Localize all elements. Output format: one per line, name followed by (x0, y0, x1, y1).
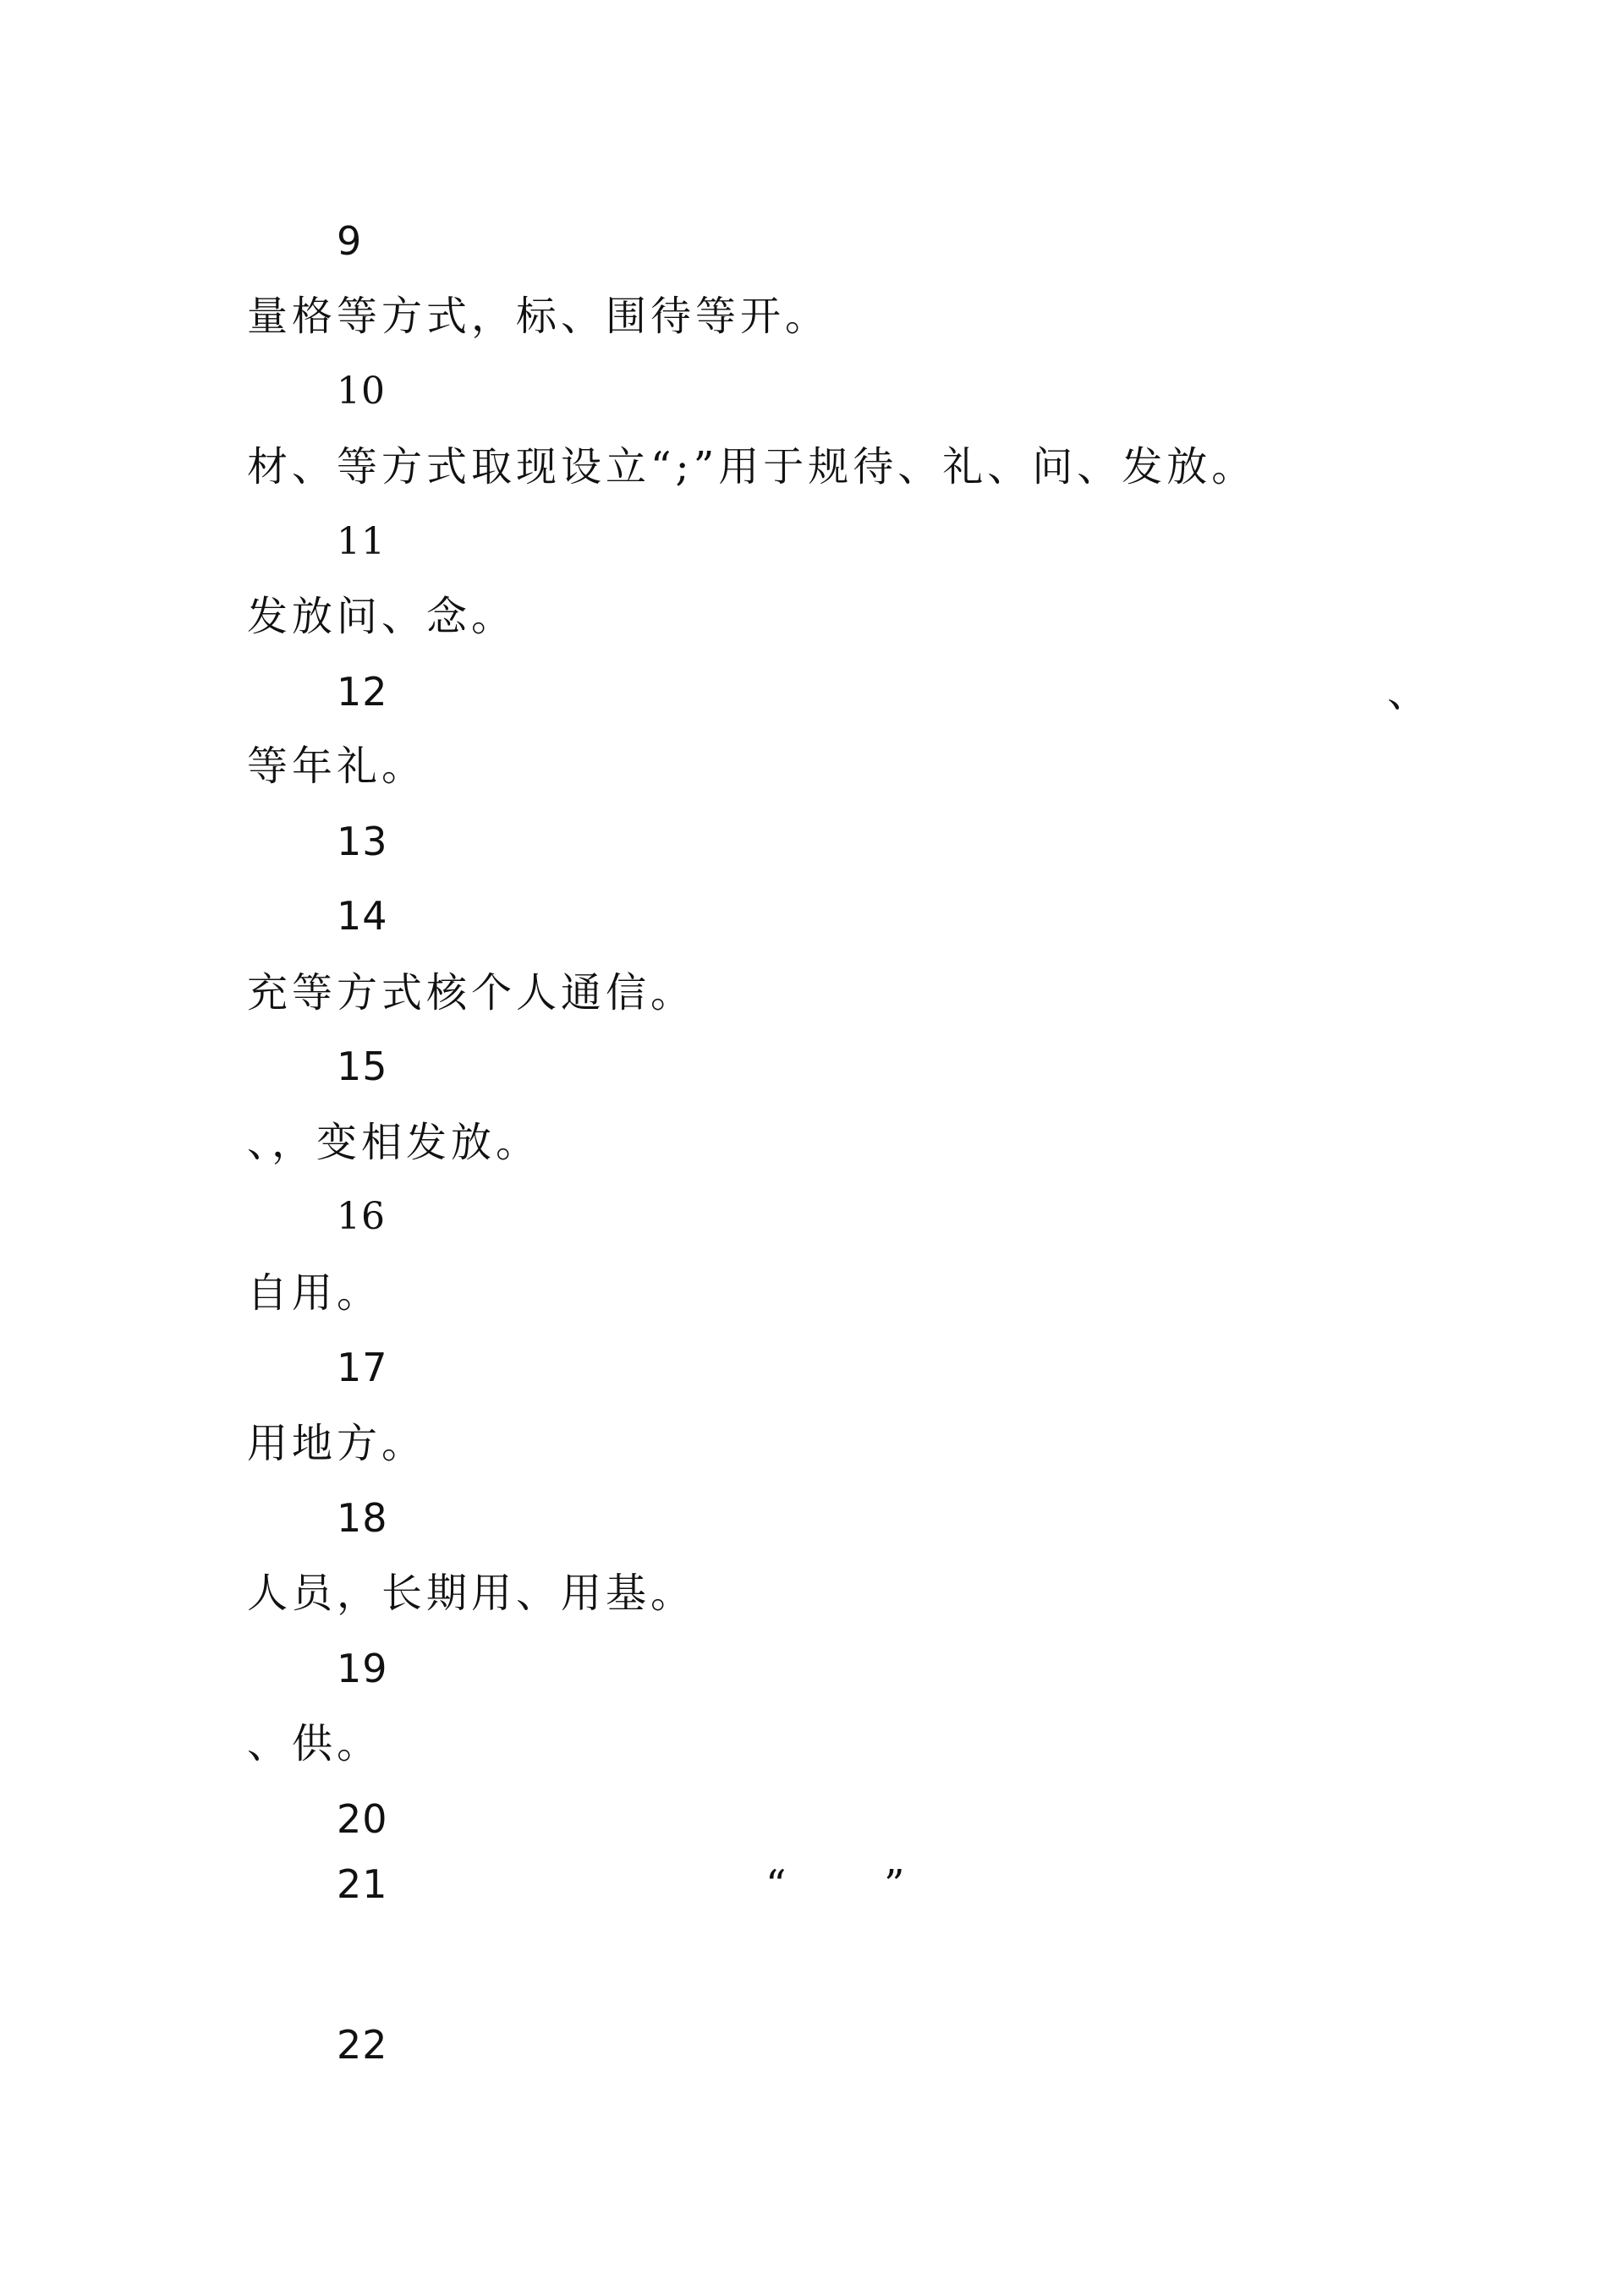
item-number-16: 16 (337, 1195, 386, 1238)
item-number-9: 9 (337, 218, 363, 264)
item-number-10: 10 (337, 370, 386, 413)
item-text-9: 量格等方式，标、围待等开。 (247, 293, 831, 340)
item-number-17: 17 (337, 1345, 388, 1390)
item-text-12: 等年礼。 (247, 743, 427, 790)
item-text-14: 充等方式核个人通信。 (247, 969, 696, 1016)
item-12-punctuation: 、 (1387, 669, 1429, 716)
item-text-18: 人员，长期用、用基。 (247, 1570, 696, 1617)
item-number-20: 20 (337, 1796, 388, 1842)
item-text-16: 自用。 (247, 1269, 382, 1317)
item-text-17: 用地方。 (247, 1420, 427, 1467)
item-number-19: 19 (337, 1646, 388, 1691)
item-text-15: 、，变相发放。 (247, 1119, 541, 1166)
item-text-10: 材、等方式取现设立“;”用于规待、礼、问、发放。 (247, 443, 1257, 490)
item-number-15: 15 (337, 1044, 388, 1089)
item-text-11: 发放问、念。 (247, 593, 517, 640)
item-text-19: 、供。 (247, 1720, 382, 1767)
item-21-close-quote: ” (884, 1861, 905, 1909)
item-number-22: 22 (337, 2022, 388, 2068)
item-number-14: 14 (337, 893, 388, 939)
item-number-21: 21 (337, 1861, 388, 1907)
item-number-11: 11 (337, 520, 386, 563)
item-number-13: 13 (337, 819, 388, 864)
item-number-12: 12 (337, 669, 388, 715)
item-21-open-quote: “ (765, 1861, 787, 1909)
item-number-18: 18 (337, 1495, 388, 1541)
